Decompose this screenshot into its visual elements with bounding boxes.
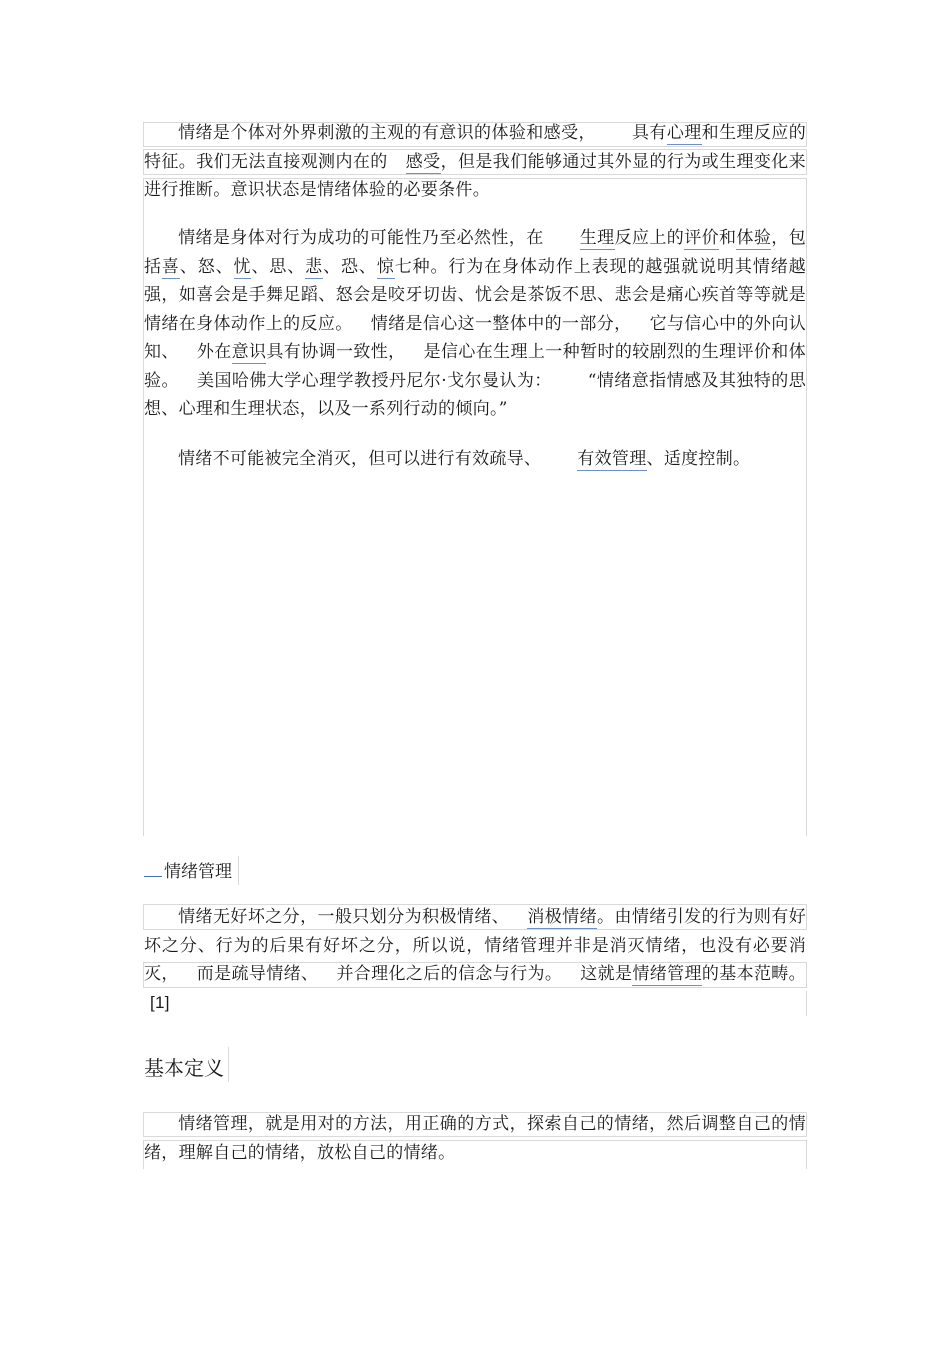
text: 、恐、: [323, 256, 377, 277]
link-bei[interactable]: 悲: [305, 256, 324, 277]
paragraph-1: [144, 119, 806, 205]
text: ，包括: [144, 228, 807, 277]
link-tiyan[interactable]: 体验: [736, 228, 772, 248]
text: 、适度控制。: [646, 449, 751, 469]
paragraph-5: [144, 1110, 806, 1167]
text: 、怒、: [179, 256, 234, 277]
link-xi[interactable]: 喜: [161, 256, 180, 277]
text: 它与信心中的外向认知、: [144, 313, 807, 362]
link-pingjia[interactable]: 评价: [684, 228, 720, 248]
link-you[interactable]: 忧: [233, 256, 252, 277]
link-ganshou[interactable]: 感受: [405, 151, 441, 172]
text: 这就是: [580, 964, 633, 984]
heading-underline-mark: [144, 862, 162, 877]
text: 是信心在生理上一种暂时的较剧烈的生理评价和体验。: [144, 342, 806, 391]
text: 的基本范畴。: [701, 964, 806, 984]
text: 情绪是个体对外界刺激的主观的有意识的体验和感受，: [178, 123, 596, 143]
text: 美国哈佛大学心理学教授丹尼尔·: [196, 370, 447, 391]
heading-text: 情绪管理: [164, 862, 232, 882]
text: 戈尔曼认为：: [446, 370, 552, 391]
text: 具有协调一致性，: [266, 342, 406, 362]
text: 反应上的: [614, 228, 685, 248]
reference-marker[interactable]: [1]: [150, 992, 170, 1012]
text: 具有: [631, 123, 667, 143]
link-yishi[interactable]: 意识: [231, 342, 267, 362]
link-xinli[interactable]: 心理: [666, 123, 702, 143]
text: 情绪管理，就是用对的方法，用正确的方式，探索自己的情绪，然后调整自己的情绪，理解自己的情绪，放松自己的情绪。: [144, 1114, 806, 1163]
link-qingxu-guanli[interactable]: 情绪管理: [632, 964, 702, 984]
paragraph-4: [144, 903, 806, 1017]
paragraph-3: [144, 445, 806, 474]
section-heading-basic-definition: [144, 1053, 224, 1083]
text: 情绪是信心这一整体中的一部分，: [370, 313, 632, 334]
text: 外在: [196, 342, 232, 362]
text: 情绪无好坏之分，一般只划分为积极情绪、: [178, 907, 510, 927]
paragraph-2: [144, 224, 806, 424]
text: 七种。行为在身体动作上表现的越强就说明其情绪越强，如喜会是手舞足蹈、怒会是咬牙切齿、忧会是茶饭不思、悲会是痛心疾首等等就是情绪在身体动作上的反应。: [144, 256, 806, 334]
link-jing[interactable]: 惊: [376, 256, 395, 277]
text: 情绪不可能被完全消灭，但可以进行有效疏导、: [178, 449, 542, 469]
text: 而是疏导情绪、: [196, 964, 319, 984]
text: 和生理反应的特征。我们无法直接观测内在的: [144, 123, 806, 172]
text: 情绪是身体对行为成功的可能性乃至必然性，在: [178, 228, 544, 248]
section-heading-emotion-management: [144, 857, 232, 887]
link-shengli[interactable]: 生理: [579, 228, 615, 248]
link-youxiao-guanli[interactable]: 有效管理: [577, 449, 647, 469]
text: 。由情绪引发的行为则有好坏之分、行为的后果有好坏之分，所以说，情绪管理并非是消灭情绪，也没有必要消灭，: [144, 907, 807, 984]
heading-text: 基本定义: [144, 1056, 224, 1080]
text: 和: [719, 228, 737, 248]
text: “情绪意指情感及其独特的思想、心理和生理状态，以及一系列行动的倾向。”: [144, 370, 807, 419]
text: 并合理化之后的信念与行为。: [336, 964, 563, 984]
link-xiaoji-qingxu[interactable]: 消极情绪: [527, 907, 598, 927]
text: ，但是我们能够通过其外显的行为或生理变化来进行推断。意识状态是情绪体验的必要条件。: [144, 151, 806, 200]
text: 、思、: [251, 256, 306, 277]
